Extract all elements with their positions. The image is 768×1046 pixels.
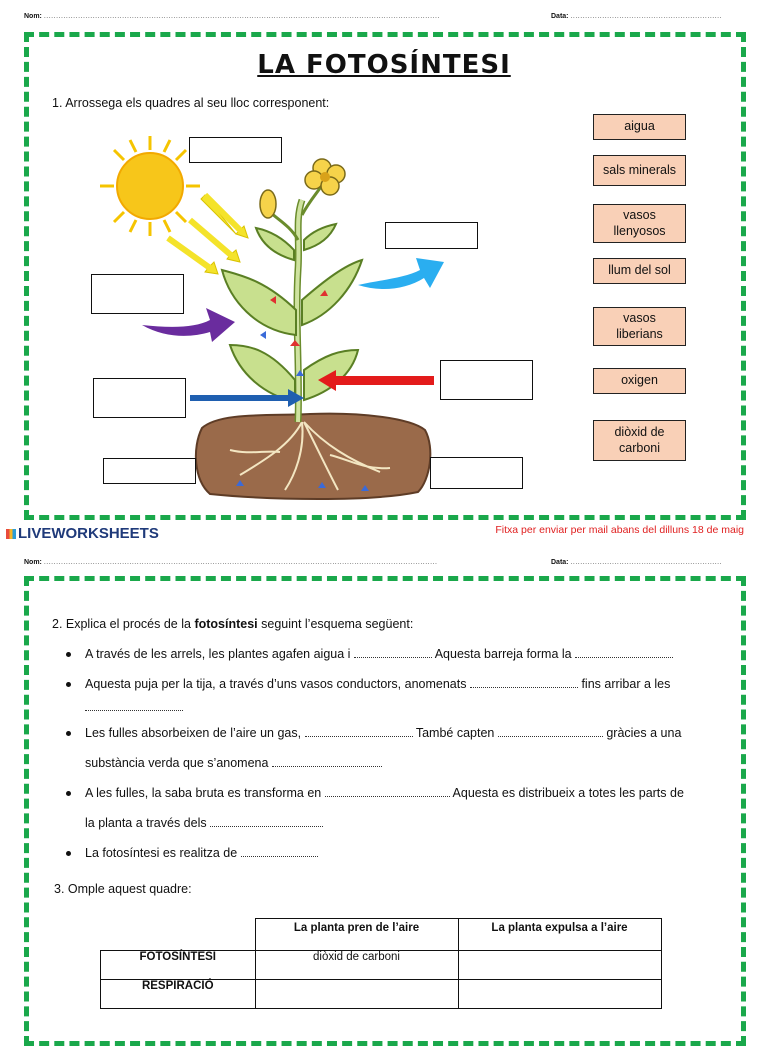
sentence-1: A través de les arrels, les plantes agafen aigua i Aquesta barreja forma la: [85, 647, 673, 661]
question-3: 3. Omple aquest quadre:: [54, 882, 192, 896]
blank-field[interactable]: [498, 726, 603, 737]
name-header: Nom: ..................................................................................................................................................................: [24, 13, 440, 20]
page-title: LA FOTOSÍNTESI: [257, 50, 511, 80]
deadline-note: Fitxa per enviar per mail abans del dilluns 18 de maig: [495, 524, 744, 536]
bullet-dot: [66, 652, 71, 657]
chip-oxigen[interactable]: oxigen: [593, 368, 686, 394]
col-header-expel: La planta expulsa a l’aire: [458, 919, 661, 951]
chip-dioxid-de-carboni[interactable]: diòxid de carboni: [593, 420, 686, 461]
plant-illustration: [90, 130, 450, 502]
blank-field[interactable]: [354, 647, 432, 658]
question-2: 2. Explica el procés de la fotosíntesi seguint l’esquema següent:: [52, 617, 414, 631]
chip-aigua[interactable]: aigua: [593, 114, 686, 140]
photosynthesis-table: [100, 918, 662, 1009]
chip-sals-minerals[interactable]: sals minerals: [593, 155, 686, 186]
blank-field[interactable]: [470, 677, 578, 688]
sentence-4: A les fulles, la saba bruta es transforma en Aquesta es distribueix a totes les parts de: [85, 786, 684, 800]
drop-box-leaf-out[interactable]: [385, 222, 478, 249]
liveworksheets-icon: [6, 529, 16, 539]
sentence-3: Les fulles absorbeixen de l’aire un gas, També capten gràcies a una: [85, 726, 682, 740]
cell-photosynthesis-expel[interactable]: [458, 951, 661, 980]
blank-field[interactable]: [575, 647, 673, 658]
date-header-2: Data: ..............................................................: [551, 559, 723, 566]
bullet-dot: [66, 682, 71, 687]
cell-photosynthesis-take[interactable]: diòxid de carboni: [255, 951, 458, 980]
drop-box-soil-right[interactable]: [430, 457, 523, 489]
sentence-5: La fotosíntesi es realitza de: [85, 846, 318, 860]
sun-icon: [100, 136, 200, 236]
bullet-dot: [66, 731, 71, 736]
blank-field[interactable]: [85, 700, 183, 711]
date-header: Data: ..............................................................: [551, 13, 723, 20]
name-header-2: Nom: .................................................................................................................................................................: [24, 559, 438, 566]
blank-field[interactable]: [241, 846, 318, 857]
drop-box-roots-in[interactable]: [93, 378, 186, 418]
sentence-3-cont: substància verda que s’anomena: [85, 756, 382, 770]
cell-respiration-take[interactable]: [255, 980, 458, 1009]
bullet-dot: [66, 851, 71, 856]
blank-field[interactable]: [210, 816, 323, 827]
drop-box-stem[interactable]: [440, 360, 533, 400]
chip-llum-del-sol[interactable]: llum del sol: [593, 258, 686, 284]
drop-box-soil-left[interactable]: [103, 458, 196, 484]
drop-box-sun[interactable]: [189, 137, 282, 163]
row-header-photosynthesis: FOTOSÍNTESI: [101, 951, 256, 980]
row-header-respiration: RESPIRACIÓ: [101, 980, 256, 1009]
cyan-arrow: [358, 258, 444, 289]
drop-box-leaf-in[interactable]: [91, 274, 184, 314]
blank-field[interactable]: [325, 786, 450, 797]
col-header-take: La planta pren de l’aire: [255, 919, 458, 951]
liveworksheets-logo: LIVEWORKSHEETS: [6, 525, 159, 542]
blank-field[interactable]: [272, 756, 382, 767]
chip-vasos-llenyosos[interactable]: vasos llenyosos: [593, 204, 686, 243]
cell-respiration-expel[interactable]: [458, 980, 661, 1009]
sentence-2: Aquesta puja per la tija, a través d’uns vasos conductors, anomenats fins arribar a les: [85, 677, 671, 691]
blank-field[interactable]: [305, 726, 413, 737]
question-1: 1. Arrossega els quadres al seu lloc corresponent:: [52, 96, 330, 110]
chip-vasos-liberians[interactable]: vasos liberians: [593, 307, 686, 346]
sentence-4-cont: la planta a través dels: [85, 816, 323, 830]
red-arrow: [318, 370, 434, 391]
sentence-2-cont: [85, 700, 183, 714]
bullet-dot: [66, 791, 71, 796]
